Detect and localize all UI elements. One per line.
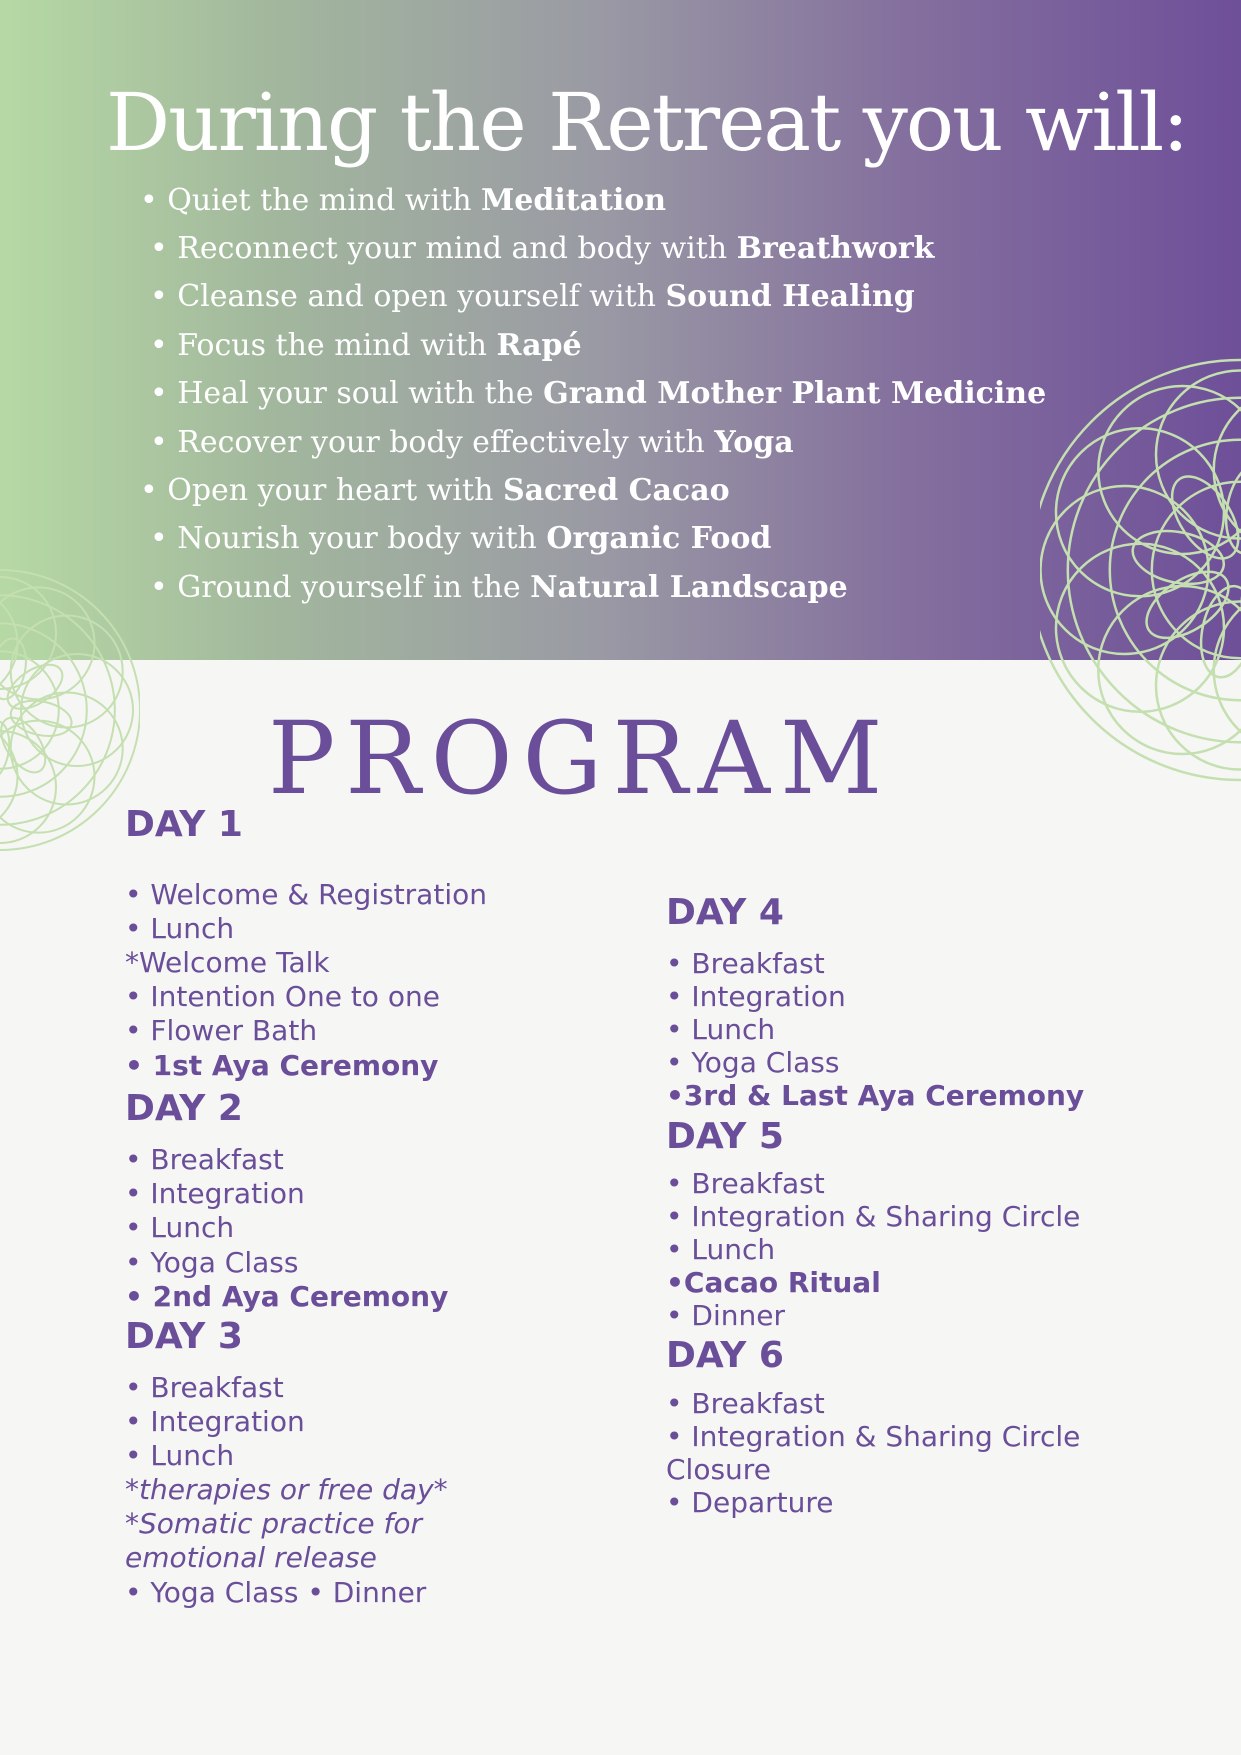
benefit-text: • Quiet the mind with (140, 183, 482, 218)
schedule-item: emotional release (125, 1541, 377, 1574)
schedule-item: • Departure (666, 1486, 834, 1519)
benefit-item (140, 181, 666, 221)
benefit-item (150, 519, 771, 559)
schedule-item: *therapies or free day* (125, 1473, 448, 1506)
benefit-highlight: Natural Landscape (530, 570, 848, 605)
benefit-highlight: Yoga (714, 425, 794, 460)
mandala-icon (0, 560, 140, 660)
benefit-highlight: Breathwork (736, 231, 935, 266)
schedule-item: •3rd & Last Aya Ceremony (666, 1079, 1085, 1112)
schedule-item: • Breakfast (125, 1371, 284, 1404)
day-heading: DAY 1 (125, 804, 243, 845)
benefit-item (140, 471, 730, 511)
schedule-item: • Lunch (666, 1013, 776, 1046)
schedule-item: • Integration & Sharing Circle (666, 1420, 1081, 1453)
benefit-text: • Ground yourself in the (150, 570, 531, 605)
schedule-item: • Yoga Class (666, 1046, 840, 1079)
schedule-item: • Breakfast (125, 1143, 284, 1176)
benefit-item (150, 423, 794, 463)
schedule-item: Closure (666, 1453, 771, 1486)
schedule-item: • 1st Aya Ceremony (125, 1049, 439, 1082)
benefit-item (150, 568, 848, 608)
schedule-item: • Breakfast (666, 1167, 825, 1200)
schedule-item: • Integration (125, 1405, 305, 1438)
schedule-item: • Lunch (666, 1233, 776, 1266)
benefit-text: • Recover your body effectively with (150, 425, 715, 460)
benefit-text: • Reconnect your mind and body with (150, 231, 737, 266)
day-heading: DAY 4 (666, 892, 784, 933)
benefit-highlight: Rapé (496, 328, 582, 363)
schedule-item: • Intention One to one (125, 980, 440, 1013)
schedule-item: • Integration & Sharing Circle (666, 1200, 1081, 1233)
mandala-icon (1040, 660, 1241, 820)
benefit-highlight: Meditation (481, 183, 667, 218)
benefit-text: • Nourish your body with (150, 521, 547, 556)
schedule-item: • Yoga Class (125, 1246, 299, 1279)
hero-banner (0, 0, 1241, 660)
schedule-item: *Somatic practice for (125, 1507, 423, 1540)
benefit-highlight: Sacred Cacao (502, 473, 730, 508)
schedule-item: • Lunch (125, 1439, 235, 1472)
benefit-item (150, 277, 915, 317)
benefit-item (150, 326, 582, 366)
schedule-item: • Yoga Class • Dinner (125, 1576, 427, 1609)
benefit-text: • Heal your soul with the (150, 376, 544, 411)
schedule-item: •Cacao Ritual (666, 1266, 881, 1299)
schedule-item: • Lunch (125, 912, 235, 945)
benefit-text: • Cleanse and open yourself with (150, 279, 666, 314)
schedule-item: • Breakfast (666, 1387, 825, 1420)
day-heading: DAY 6 (666, 1335, 784, 1376)
benefit-highlight: Grand Mother Plant Medicine (543, 376, 1047, 411)
benefit-highlight: Sound Healing (665, 279, 915, 314)
schedule-item: • Dinner (666, 1299, 785, 1332)
schedule-item: • Lunch (125, 1211, 235, 1244)
schedule-item: *Welcome Talk (125, 946, 330, 979)
benefit-item (150, 374, 1046, 414)
day-heading: DAY 2 (125, 1088, 243, 1129)
schedule-item: • Breakfast (666, 947, 825, 980)
day-heading: DAY 3 (125, 1316, 243, 1357)
benefit-text: • Focus the mind with (150, 328, 497, 363)
schedule-item: • 2nd Aya Ceremony (125, 1280, 449, 1313)
hero-title: During the Retreat you will: (106, 76, 1188, 169)
schedule-item: • Integration (125, 1177, 305, 1210)
benefit-highlight: Organic Food (546, 521, 772, 556)
schedule-item: • Integration (666, 980, 846, 1013)
schedule-item: • Welcome & Registration (125, 878, 487, 911)
benefit-text: • Open your heart with (140, 473, 503, 508)
schedule-item: • Flower Bath (125, 1014, 318, 1047)
day-heading: DAY 5 (666, 1116, 784, 1157)
program-title: PROGRAM (268, 700, 893, 817)
benefit-item (150, 229, 934, 269)
mandala-icon (0, 660, 140, 860)
mandala-icon (1040, 320, 1241, 660)
